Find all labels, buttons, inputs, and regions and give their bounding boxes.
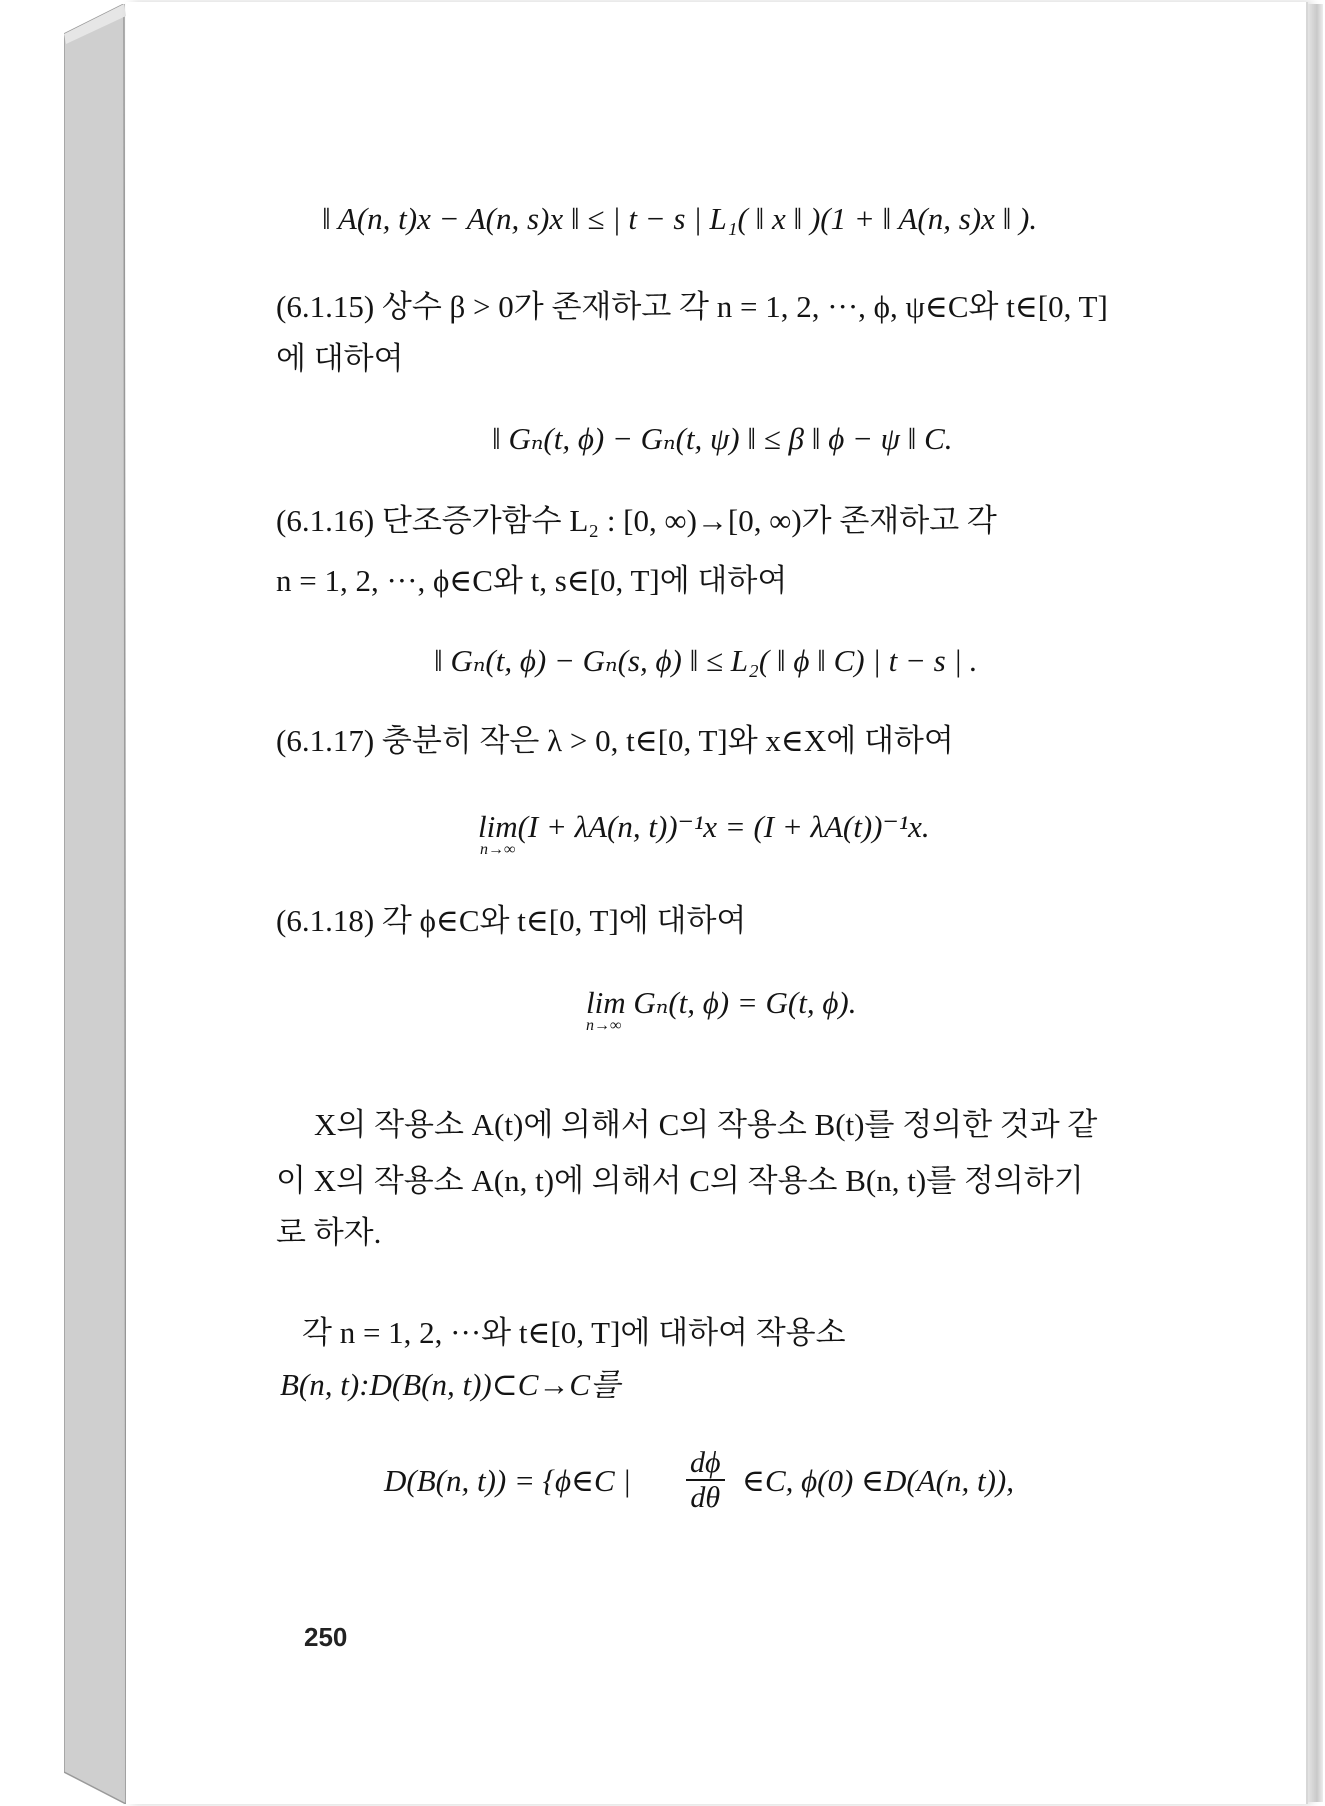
equation-line-1: ‖ A(n, t)x − A(n, s)x ‖ ≤ | t − s | L₁( ‖ x ‖ )(1 + ‖ A(n, s)x ‖ ). — [322, 201, 1038, 236]
limit-subscript: n→∞ — [480, 841, 516, 858]
paragraph-line: 각 n = 1, 2, ···와 t∈[0, T]에 대하여 작용소 — [302, 1315, 846, 1350]
text-line: 에 대하여 — [276, 341, 404, 376]
condition-6-1-18: (6.1.18) 각 ϕ∈C와 t∈[0, T]에 대하여 — [276, 903, 747, 938]
operator-definition-line: B(n, t):D(B(n, t))⊂C→C를 — [280, 1367, 621, 1402]
text-line: n = 1, 2, ···, ϕ∈C와 t, s∈[0, T]에 대하여 — [276, 563, 788, 598]
fraction-denominator: dθ — [690, 1481, 721, 1514]
fraction-numerator: dϕ — [686, 1446, 725, 1481]
paragraph-line: 로 하자. — [276, 1215, 382, 1250]
condition-6-1-15: (6.1.15) 상수 β > 0가 존재하고 각 n = 1, 2, ···, ϕ, ψ∈C와 t∈[0, T] — [276, 289, 1108, 324]
book-spine-edge — [64, 4, 128, 1804]
equation-line-2: ‖ Gₙ(t, ϕ) − Gₙ(t, ψ) ‖ ≤ β ‖ ϕ − ψ ‖ C. — [492, 421, 953, 456]
domain-definition-start: D(B(n, t)) = {ϕ∈C | — [384, 1463, 631, 1498]
equation-line-4: lim(I + λA(n, t))⁻¹x = (I + λA(t))⁻¹x. — [478, 809, 930, 844]
paragraph-line: 이 X의 작용소 A(n, t)에 의해서 C의 작용소 B(n, t)를 정의하기 — [276, 1163, 1084, 1198]
equation-line-5: lim Gₙ(t, ϕ) = G(t, ϕ). — [586, 985, 857, 1020]
domain-definition-end: ∈C, ϕ(0) ∈D(A(n, t)), — [742, 1463, 1014, 1498]
equation-line-3: ‖ Gₙ(t, ϕ) − Gₙ(s, ϕ) ‖ ≤ L₂( ‖ ϕ ‖ C) | t − s | . — [434, 643, 978, 678]
condition-6-1-17: (6.1.17) 충분히 작은 λ > 0, t∈[0, T]와 x∈X에 대하여 — [276, 723, 954, 758]
limit-subscript: n→∞ — [586, 1017, 622, 1034]
condition-6-1-16: (6.1.16) 단조증가함수 L₂ : [0, ∞)→[0, ∞)가 존재하고 각 — [276, 503, 997, 538]
page-number: 250 — [304, 1622, 348, 1652]
derivative-fraction — [686, 1446, 725, 1514]
paragraph-line: X의 작용소 A(t)에 의해서 C의 작용소 B(t)를 정의한 것과 같 — [314, 1107, 1098, 1142]
page-edge-shadow — [1308, 4, 1323, 1802]
